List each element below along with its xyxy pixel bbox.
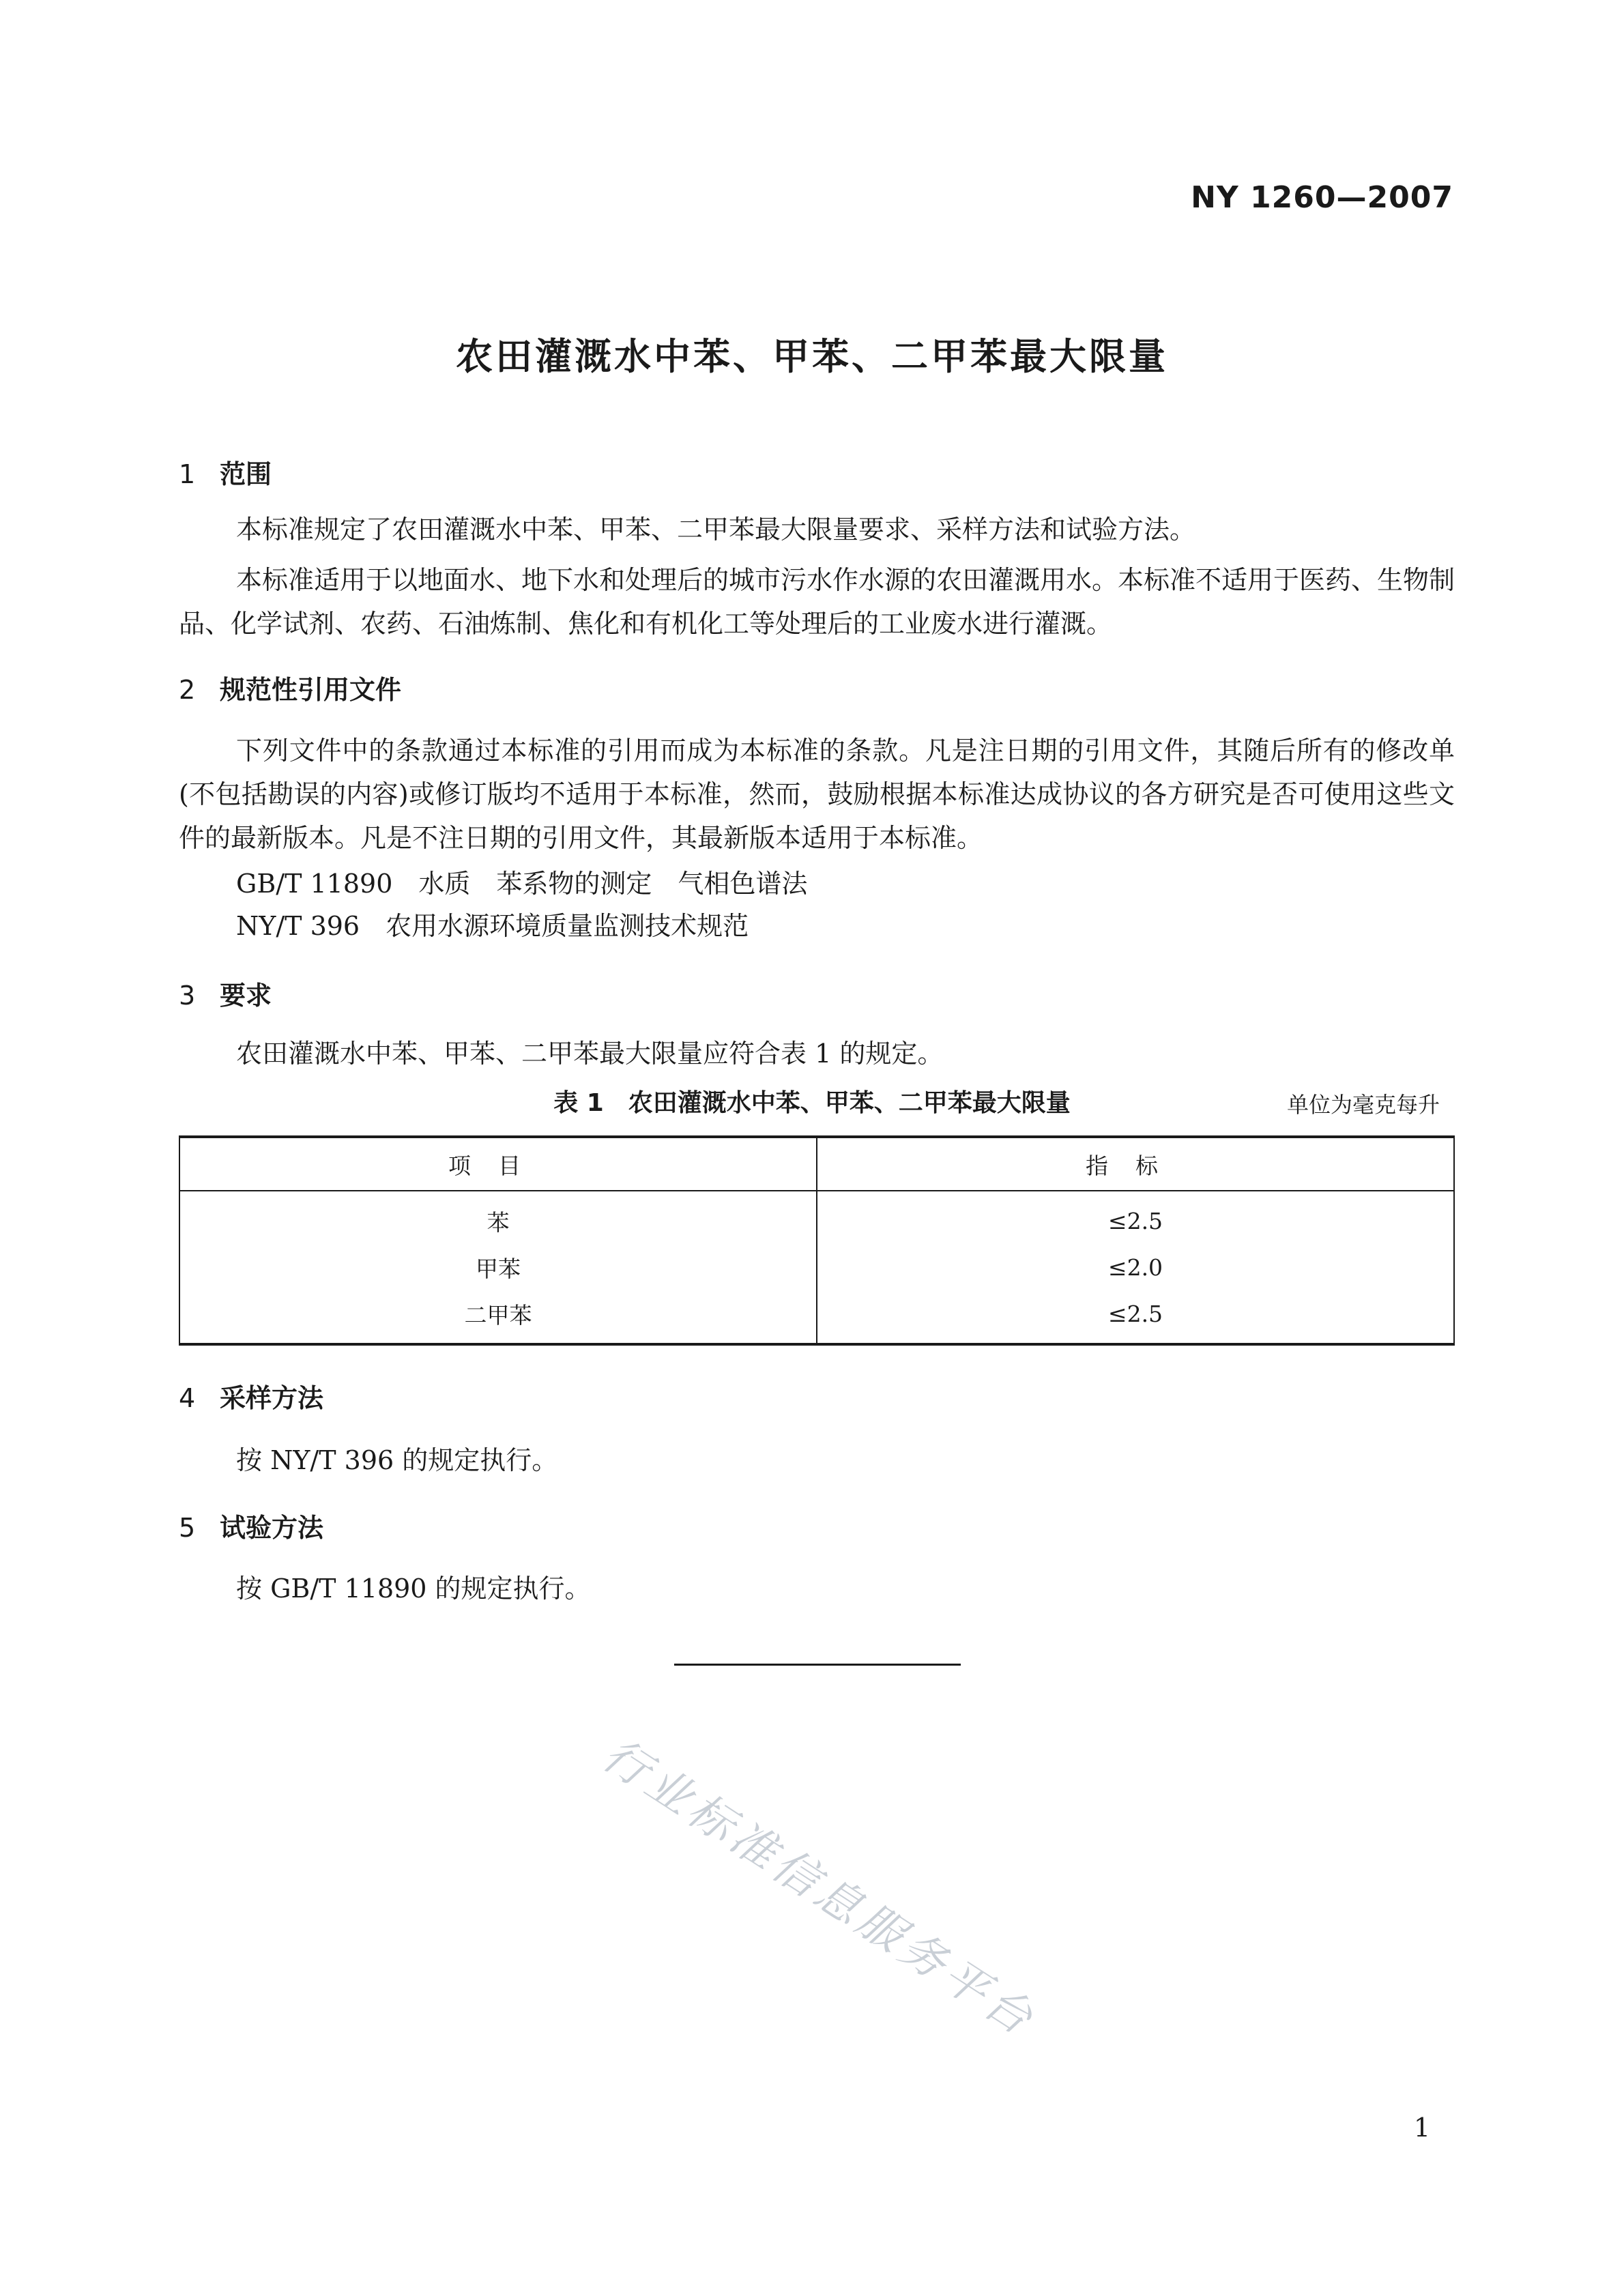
section-3-heading: [179, 974, 272, 1012]
table-row: [179, 1191, 1454, 1244]
reference-gbt-11890: GB/T 11890 水质 苯系物的测定 气相色谱法: [236, 869, 808, 899]
table-header-row: [179, 1137, 1454, 1191]
section-title: 采样方法: [220, 1383, 324, 1413]
section-1-paragraph-2: 本标准适用于以地面水、地下水和处理后的城市污水作水源的农田灌溉用水。本标准不适用于医药、生物制品、化学试剂、农药、石油炼制、焦化和有机化工等处理后的工业废水进行灌溉。: [179, 565, 1455, 639]
limit-cell: ≤2.5: [1107, 1300, 1163, 1327]
standard-number: NY 1260—2007: [1191, 180, 1453, 215]
section-title: 规范性引用文件: [220, 675, 402, 705]
column-header-limit: 指标: [817, 1137, 1454, 1191]
section-number: 1: [179, 459, 196, 489]
section-4-heading: [179, 1377, 323, 1415]
section-2-heading: [179, 669, 401, 706]
substance-cell: 苯: [179, 1191, 817, 1244]
section-number: 2: [179, 675, 196, 705]
limit-cell: ≤2.0: [1107, 1254, 1163, 1281]
watermark: 行业标准信息服务平台: [593, 1728, 1046, 2048]
reference-nyt-396: NY/T 396 农用水源环境质量监测技术规范: [236, 911, 749, 941]
section-1-heading: [179, 453, 272, 491]
column-header-item: 项目: [179, 1137, 817, 1191]
substance-cell: 甲苯: [179, 1244, 817, 1290]
section-5-heading: [179, 1507, 323, 1544]
section-3-paragraph-1: 农田灌溉水中苯、甲苯、二甲苯最大限量应符合表 1 的规定。: [236, 1039, 944, 1069]
end-of-text-rule: [674, 1664, 961, 1666]
table-row: [179, 1290, 1454, 1344]
document-title: 农田灌溉水中苯、甲苯、二甲苯最大限量: [456, 335, 1168, 378]
limits-table: [179, 1135, 1455, 1346]
section-4-paragraph-1: 按 NY/T 396 的规定执行。: [236, 1445, 558, 1475]
section-number: 4: [179, 1383, 196, 1413]
table-row: [179, 1244, 1454, 1290]
limit-cell: ≤2.5: [1107, 1207, 1163, 1234]
section-title: 要求: [220, 981, 272, 1011]
page-number: 1: [1413, 2113, 1430, 2143]
section-title: 范围: [220, 459, 272, 489]
section-number: 5: [179, 1513, 196, 1543]
section-number: 3: [179, 981, 196, 1011]
section-5-paragraph-1: 按 GB/T 11890 的规定执行。: [236, 1574, 591, 1604]
table-unit: 单位为毫克每升: [1286, 1092, 1440, 1118]
section-title: 试验方法: [220, 1513, 324, 1543]
substance-cell: 二甲苯: [179, 1290, 817, 1344]
section-2-paragraph-1: 下列文件中的条款通过本标准的引用而成为本标准的条款。凡是注日期的引用文件，其随后所有的修改单(不包括勘误的内容)或修订版均不适用于本标准，然而，鼓励根据本标准达成协议的各方研究是否可使用这些文件的最新版本。凡是不注日期的引用文件，其最新版本适用于本标准。: [179, 736, 1455, 853]
section-1-paragraph-1: 本标准规定了农田灌溉水中苯、甲苯、二甲苯最大限量要求、采样方法和试验方法。: [236, 515, 1196, 545]
table-caption: 表 1 农田灌溉水中苯、甲苯、二甲苯最大限量: [553, 1089, 1071, 1117]
